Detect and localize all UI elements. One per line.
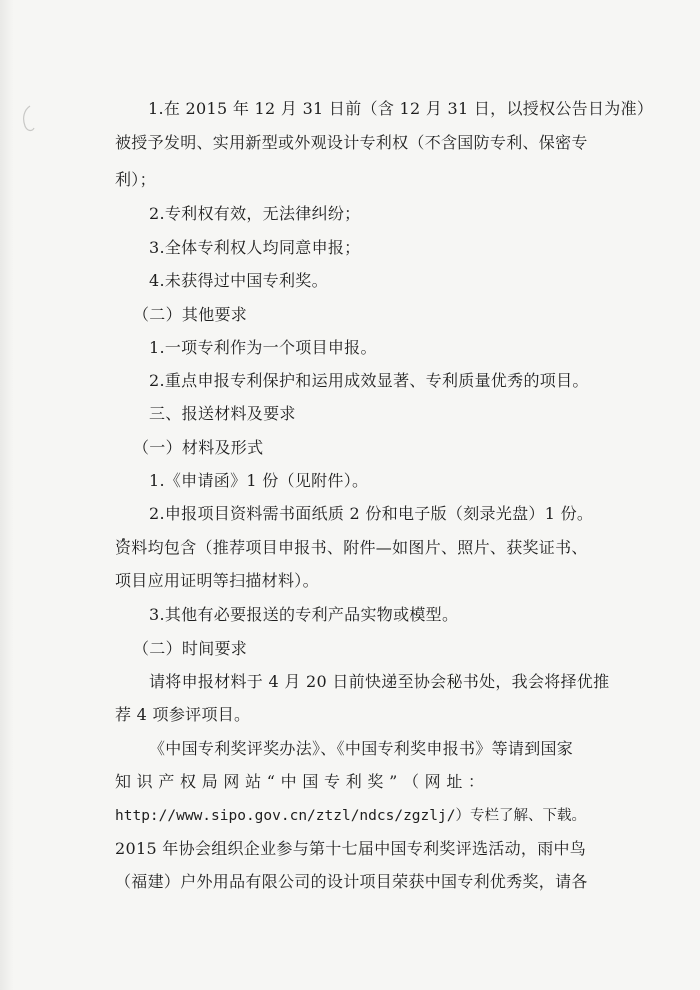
- text-line: 1.《申请函》1 份（见附件）。: [149, 471, 369, 490]
- section-heading: （二）时间要求: [133, 639, 248, 658]
- text-line: 2015 年协会组织企业参与第十七届中国专利奖评选活动，雨中鸟: [115, 839, 587, 858]
- text-line: 4.未获得过中国专利奖。: [149, 271, 328, 290]
- scan-mark-icon: [20, 104, 38, 134]
- text-line: 2.重点申报专利保护和运用成效显著、专利质量优秀的项目。: [149, 371, 589, 390]
- text-line: 2.专利权有效，无法律纠纷；: [149, 204, 361, 223]
- text-line: 3.其他有必要报送的专利产品实物或模型。: [149, 605, 459, 624]
- text-line: 项目应用证明等扫描材料）。: [115, 571, 319, 590]
- section-heading: 三、报送材料及要求: [149, 404, 296, 423]
- text-line: 利）；: [115, 170, 156, 189]
- section-heading: （二）其他要求: [133, 305, 248, 324]
- text-line: 荐 4 项参评项目。: [115, 705, 251, 724]
- text-line: 知 识 产 权 局 网 站 “ 中 国 专 利 奖 ” （ 网 址 ：: [115, 772, 485, 791]
- text-line: 2.申报项目资料需书面纸质 2 份和电子版（刻录光盘）1 份。: [149, 504, 594, 523]
- text-line: （福建）户外用品有限公司的设计项目荣获中国专利优秀奖，请各: [115, 872, 588, 891]
- text-line: 请将申报材料于 4 月 20 日前快递至协会秘书处，我会将择优推: [149, 672, 610, 691]
- text-line: 1.一项专利作为一个项目申报。: [149, 338, 377, 357]
- text-line: 3.全体专利权人均同意申报；: [149, 238, 361, 257]
- scan-edge: [0, 0, 14, 990]
- text-line: 1.在 2015 年 12 月 31 日前（含 12 月 31 日，以授权公告日为准）: [148, 99, 654, 118]
- text-line: 《中国专利奖评奖办法》、《中国专利奖申报书》等请到国家: [149, 739, 574, 758]
- url-line: http://www.sipo.gov.cn/ztzl/ndcs/zgzlj/）专栏了解、下载。: [115, 808, 586, 824]
- section-heading: （一）材料及形式: [133, 438, 264, 457]
- text-line: 被授予发明、实用新型或外观设计专利权（不含国防专利、保密专: [115, 133, 588, 152]
- text-line: 资料均包含（推荐项目申报书、附件—如图片、照片、获奖证书、: [115, 538, 588, 557]
